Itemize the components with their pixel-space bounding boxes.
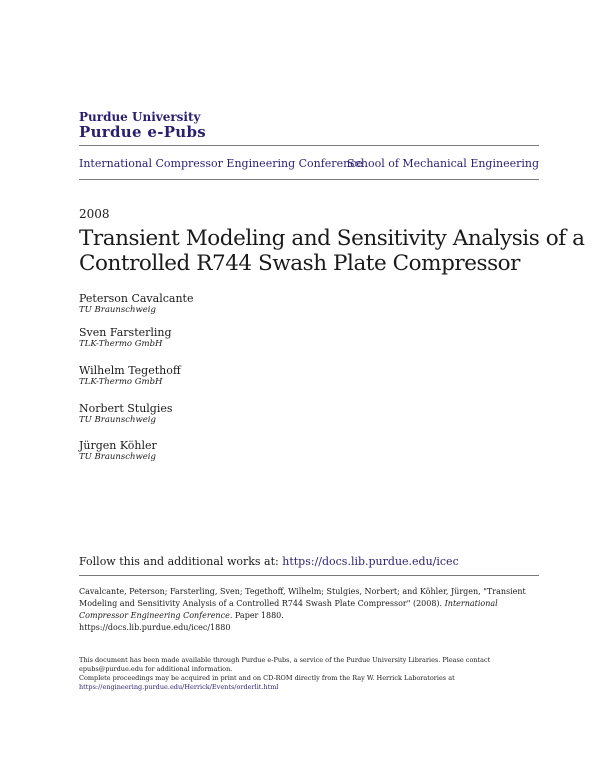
paper-title [79,226,584,276]
author-block-1 [79,292,193,315]
author-affiliation: TU Braunschweig [79,305,156,315]
herrick-link[interactable]: https://engineering.purdue.edu/Herrick/Events/orderlit.html [79,683,279,691]
author-block-4 [79,402,173,425]
citation-paper-number: . Paper 1880. [229,611,284,620]
author-block-3 [79,364,181,387]
availability-notice [79,656,539,692]
author-name: Wilhelm Tegethoff [79,364,181,377]
notice-text: Complete proceedings may be acquired in print and on CD-ROM directly from the Ray W. Herrick Laboratories at [79,674,455,682]
author-affiliation: TLK-Thermo GmbH [79,377,163,387]
author-name: Sven Farsterling [79,326,172,339]
citation-url: https://docs.lib.purdue.edu/icec/1880 [79,623,231,632]
author-block-2 [79,326,172,349]
author-affiliation: TU Braunschweig [79,415,156,425]
citation-divider [79,575,539,576]
paper-title-line-1: Transient Modeling and Sensitivity Analysis of a [79,226,585,251]
follow-line [79,555,459,568]
university-name: Purdue University [79,110,201,124]
citation-venue: International Compressor Engineering Conference [79,599,498,620]
author-name: Jürgen Köhler [79,439,157,452]
citation-authors: Cavalcante, Peterson; Farsterling, Sven; Tegethoff, Wilhelm; Stulgies, Norbert; and Köhler, Jürgen, "Transient Modeling and Sensitivity Analysis of a Controlled R744 Swash Plate Compressor" (2008). [79,587,526,608]
school-link[interactable]: School of Mechanical Engineering [347,157,539,170]
author-name: Peterson Cavalcante [79,292,194,305]
publication-year: 2008 [79,207,110,221]
follow-text: Follow this and additional works at: [79,555,279,568]
top-divider [79,145,539,146]
author-name: Norbert Stulgies [79,402,173,415]
author-block-5 [79,439,157,462]
conference-link[interactable]: International Compressor Engineering Conference [79,157,363,170]
notice-line-1: This document has been made available through Purdue e-Pubs, a service of the Purdue University Libraries. Please contact epubs@purdue.edu for additional information. [79,656,491,673]
repository-name: Purdue e-Pubs [79,123,207,141]
notice-line-2 [79,674,539,692]
author-affiliation: TLK-Thermo GmbH [79,339,163,349]
citation [79,586,539,634]
author-affiliation: TU Braunschweig [79,452,156,462]
paper-title-line-2: Controlled R744 Swash Plate Compressor [79,251,520,276]
nav-divider [79,179,539,180]
collection-link[interactable]: https://docs.lib.purdue.edu/icec [282,555,459,568]
